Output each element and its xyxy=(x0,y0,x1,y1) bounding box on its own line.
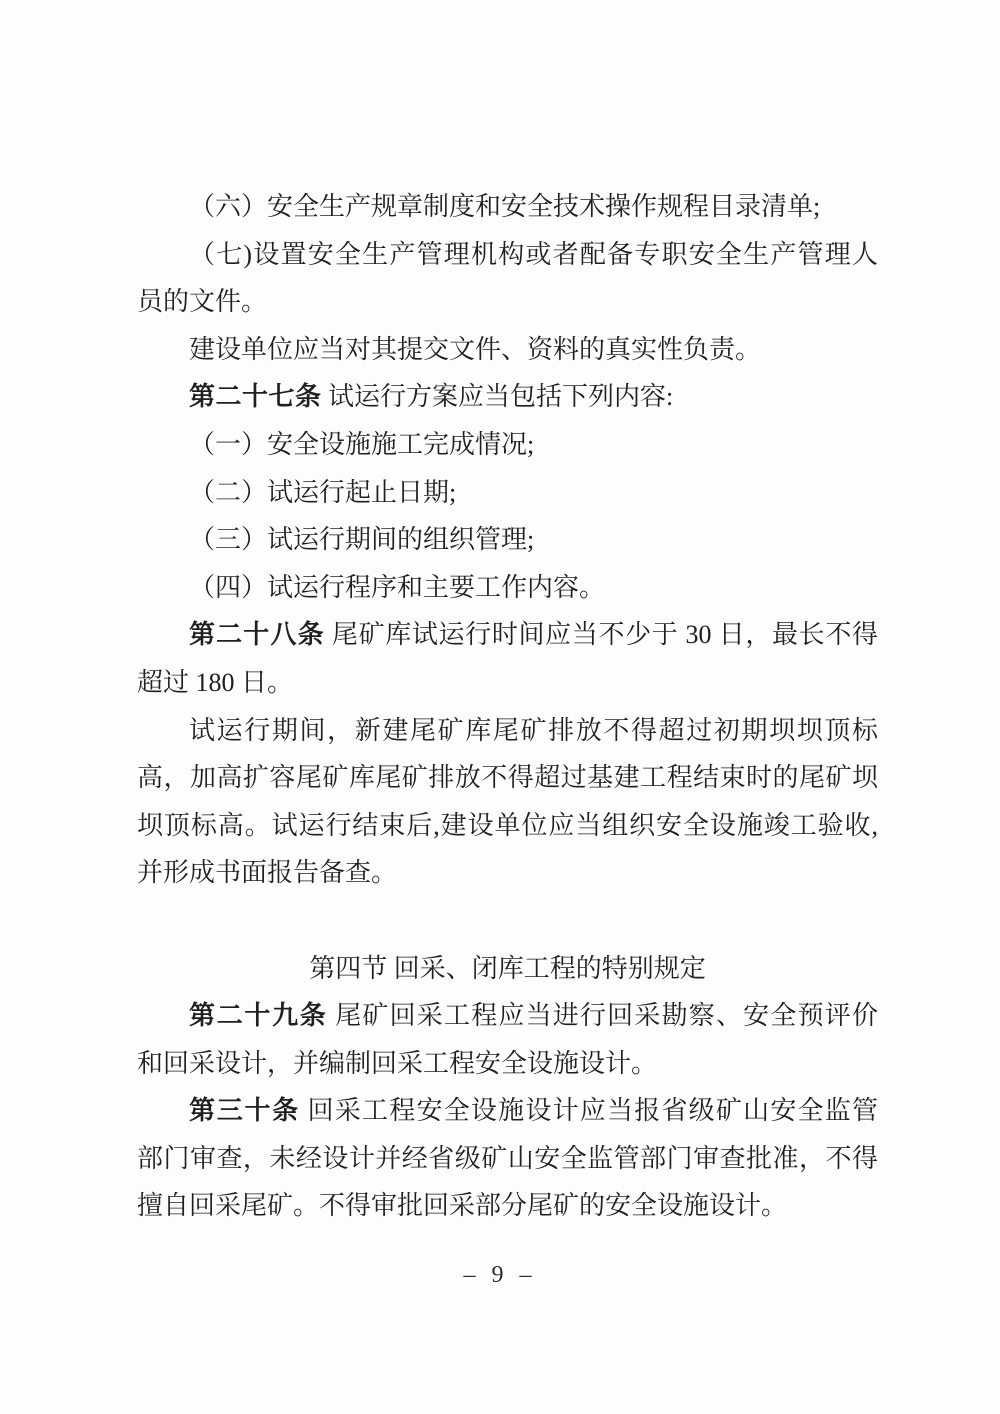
text-line xyxy=(137,1182,878,1230)
text-line xyxy=(137,564,878,612)
text-segment: 试运行期间，新建尾矿库尾矿排放不得超过初期坝坝顶标 xyxy=(189,715,878,745)
text-segment: 员的文件。 xyxy=(137,287,268,317)
article-number: 第二十七条 xyxy=(189,382,322,412)
text-line xyxy=(137,326,878,374)
text-line xyxy=(137,945,878,993)
text-segment: 第四节 回采、闭库工程的特别规定 xyxy=(309,953,706,983)
text-segment: 并形成书面报告备查。 xyxy=(137,858,398,888)
text-segment: 尾矿回采工程应当进行回采勘察、安全预评价 xyxy=(327,1001,878,1031)
text-segment: 建设单位应当对其提交文件、资料的真实性负责。 xyxy=(189,334,762,364)
text-segment: 和回采设计，并编制回采工程安全设施设计。 xyxy=(137,1048,658,1078)
text-line xyxy=(137,421,878,469)
text-line xyxy=(137,231,878,279)
text-line xyxy=(137,992,878,1040)
text-segment: 高，加高扩容尾矿库尾矿排放不得超过基建工程结束时的尾矿坝 xyxy=(137,763,878,793)
text-segment: 坝顶标高。试运行结束后,建设单位应当组织安全设施竣工验收, xyxy=(137,810,878,840)
text-segment: 回采工程安全设施设计应当报省级矿山安全监管 xyxy=(299,1096,878,1126)
text-line xyxy=(137,1087,878,1135)
text-line xyxy=(137,754,878,802)
text-segment: 试运行方案应当包括下列内容: xyxy=(321,382,674,412)
text-line xyxy=(137,802,878,850)
text-line xyxy=(137,707,878,755)
text-line xyxy=(137,1040,878,1088)
text-line xyxy=(137,516,878,564)
text-line xyxy=(137,849,878,897)
text-line xyxy=(137,611,878,659)
text-segment: （一）安全设施施工完成情况; xyxy=(189,429,535,459)
document-body xyxy=(137,183,878,1230)
text-line xyxy=(137,469,878,517)
text-line xyxy=(137,183,878,231)
text-segment: （六）安全生产规章制度和安全技术操作规程目录清单; xyxy=(189,192,821,221)
text-segment: （二）试运行起止日期; xyxy=(189,477,457,507)
text-segment: 超过 180 日。 xyxy=(137,667,294,697)
text-line xyxy=(137,1135,878,1183)
text-segment: 部门审查，未经设计并经省级矿山安全监管部门审查批准，不得 xyxy=(137,1143,878,1173)
text-segment: （七)设置安全生产管理机构或者配备专职安全生产管理人 xyxy=(189,239,878,269)
article-number: 第二十八条 xyxy=(189,620,325,650)
text-segment: （四）试运行程序和主要工作内容。 xyxy=(189,572,606,602)
text-line xyxy=(137,897,878,945)
page-number: – 9 – xyxy=(463,1262,537,1288)
article-number: 第二十九条 xyxy=(189,1001,328,1031)
article-number: 第三十条 xyxy=(189,1096,300,1126)
text-line xyxy=(137,278,878,326)
text-segment: 擅自回采尾矿。不得审批回采部分尾矿的安全设施设计。 xyxy=(137,1191,788,1221)
text-segment: （三）试运行期间的组织管理; xyxy=(189,525,535,555)
text-line xyxy=(137,373,878,421)
text-segment: 尾矿库试运行时间应当不少于 30 日，最长不得 xyxy=(324,620,878,650)
text-line xyxy=(137,659,878,707)
